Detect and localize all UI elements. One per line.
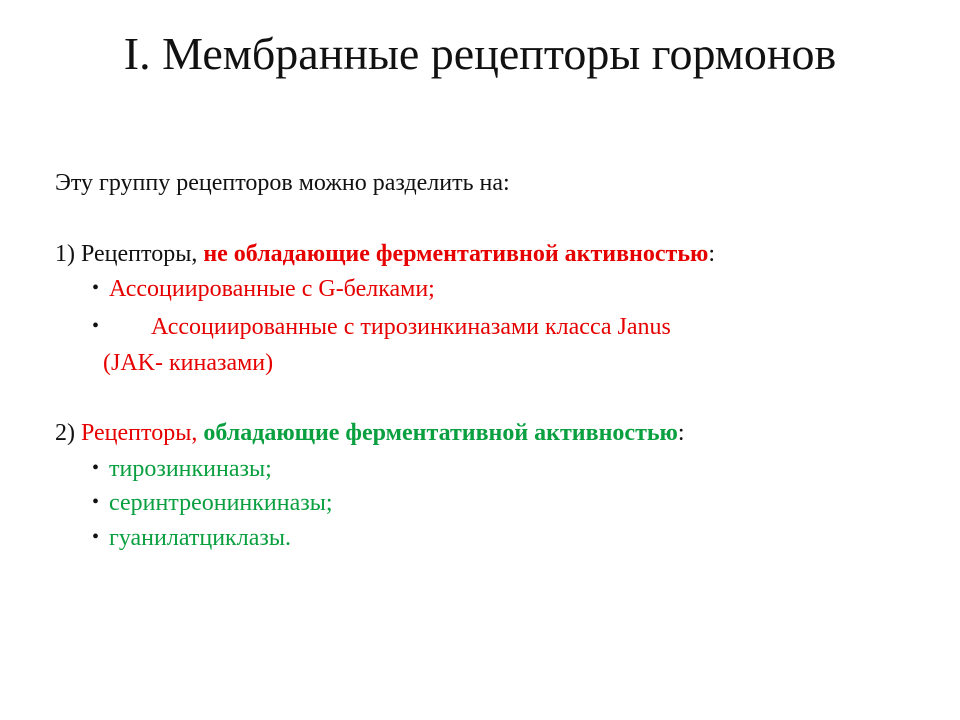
slide-title: I. Мембранные рецепторы гормонов (123, 28, 837, 79)
intro-text: Эту группу рецепторов можно разделить на: (55, 170, 510, 196)
group1-item-2-continuation: (JAK- киназами) (103, 350, 274, 376)
bullet-icon: • (92, 457, 100, 479)
group1-emphasis: не обладающие ферментативной активностью (203, 241, 709, 267)
group2-item-1: тирозинкиназы; (109, 456, 272, 482)
group2-emphasis: обладающие ферментативной активностью (203, 420, 678, 446)
group1-heading (55, 239, 715, 269)
group2-heading (55, 418, 685, 448)
group2-item-2: серинтреонинкиназы; (109, 490, 333, 516)
group1-item-1: Ассоциированные с G-белками; (109, 276, 435, 302)
bullet-icon: • (92, 277, 100, 299)
group1-item-2: Ассоциированные с тирозинкиназами класса Janus (151, 314, 671, 340)
bullet-icon: • (92, 315, 100, 337)
group1-prefix: 1) Рецепторы, (55, 241, 204, 267)
group1-suffix: : (708, 241, 716, 267)
bullet-icon: • (92, 526, 100, 548)
bullet-icon: • (92, 491, 100, 513)
group2-number: 2) (55, 420, 81, 446)
group2-label: Рецепторы, (81, 420, 204, 446)
group2-suffix: : (677, 420, 685, 446)
group2-item-3: гуанилатциклазы. (109, 525, 291, 551)
